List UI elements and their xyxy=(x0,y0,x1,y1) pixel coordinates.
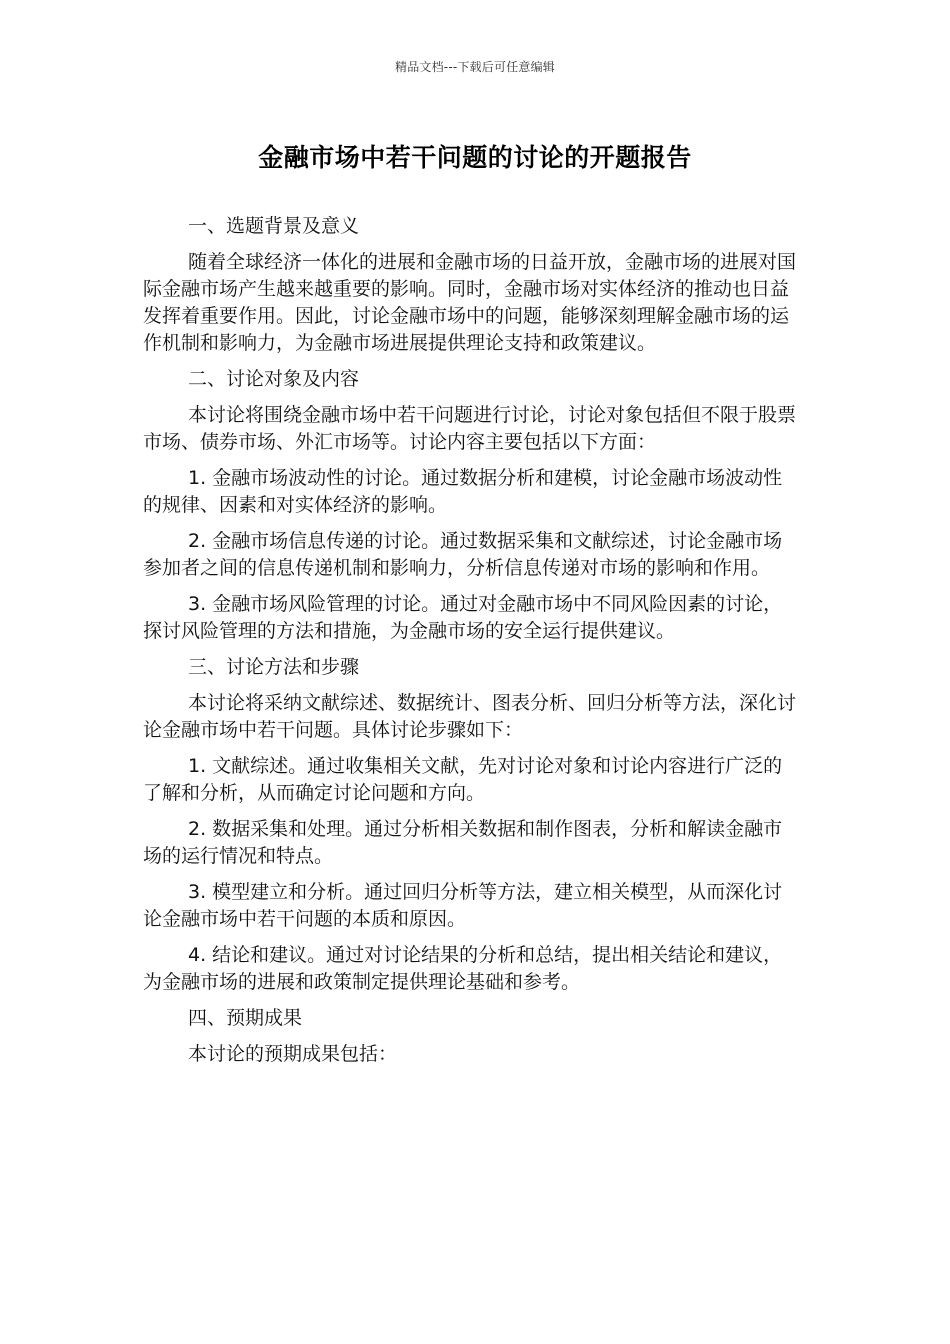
section-heading-background: 一、选题背景及意义 xyxy=(188,215,360,237)
section-heading-objects: 二、讨论对象及内容 xyxy=(188,368,360,390)
list-item-model: 3. 模型建立和分析。通过回归分析等方法，建立相关模型，从而深化讨论金融市场中若干问题的本质和原因。 xyxy=(143,881,783,930)
list-item-data: 2. 数据采集和处理。通过分析相关数据和制作图表，分析和解读金融市场的运行情况和特点。 xyxy=(143,818,783,867)
list-item-literature: 1. 文献综述。通过收集相关文献，先对讨论对象和讨论内容进行广泛的了解和分析，从而确定讨论问题和方向。 xyxy=(143,755,783,804)
section-heading-methods: 三、讨论方法和步骤 xyxy=(188,656,360,678)
document-title: 金融市场中若干问题的讨论的开题报告 xyxy=(258,143,692,172)
list-item-information: 2. 金融市场信息传递的讨论。通过数据采集和文献综述，讨论金融市场参加者之间的信息传递机制和影响力，分析信息传递对市场的影响和作用。 xyxy=(143,530,783,579)
paragraph-background: 随着全球经济一体化的进展和金融市场的日益开放，金融市场的进展对国际金融市场产生越来越重要的影响。同时，金融市场对实体经济的推动也日益发挥着重要作用。因此，讨论金融市场中的问题，能够深刻理解金融市场的运作机制和影响力，为金融市场进展提供理论支持和政策建议。 xyxy=(143,251,797,354)
document-body xyxy=(143,213,798,1077)
list-item-risk: 3. 金融市场风险管理的讨论。通过对金融市场中不同风险因素的讨论，探讨风险管理的方法和措施，为金融市场的安全运行提供建议。 xyxy=(143,593,783,642)
paragraph-methods: 本讨论将采纳文献综述、数据统计、图表分析、回归分析等方法，深化讨论金融市场中若干问题。具体讨论步骤如下： xyxy=(143,692,797,741)
paragraph-objects: 本讨论将围绕金融市场中若干问题进行讨论，讨论对象包括但不限于股票市场、债券市场、外汇市场等。讨论内容主要包括以下方面： xyxy=(143,404,797,453)
paragraph-outcomes: 本讨论的预期成果包括： xyxy=(188,1043,398,1065)
header-note: 精品文档---下载后可任意编辑 xyxy=(395,60,555,74)
list-item-volatility: 1. 金融市场波动性的讨论。通过数据分析和建模，讨论金融市场波动性的规律、因素和对实体经济的影响。 xyxy=(143,467,783,516)
list-item-conclusion: 4. 结论和建议。通过对讨论结果的分析和总结，提出相关结论和建议，为金融市场的进展和政策制定提供理论基础和参考。 xyxy=(143,944,783,993)
section-heading-outcomes: 四、预期成果 xyxy=(188,1007,303,1029)
